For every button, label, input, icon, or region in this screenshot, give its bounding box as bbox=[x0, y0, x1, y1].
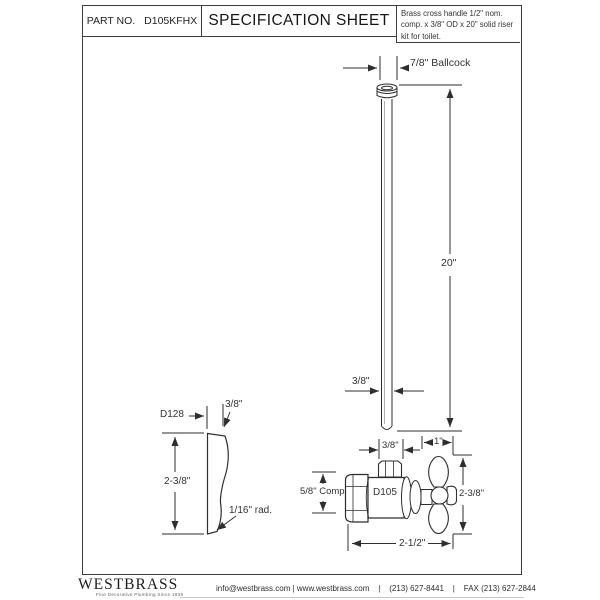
product-description: Brass cross handle 1/2" nom. comp. x 3/8" OD x 20" solid riser kit for toilet. bbox=[401, 9, 514, 41]
part-no-label: PART NO. bbox=[86, 15, 136, 27]
escutcheon-height-label: 2-3/8" bbox=[164, 476, 191, 487]
handle-height-label: 2-3/8" bbox=[459, 488, 485, 499]
valve-inlet-label: 5/8" Comp bbox=[300, 486, 345, 497]
footer-divider bbox=[180, 597, 524, 598]
riser-od-label: 3/8" bbox=[352, 376, 370, 387]
escutcheon-drawing bbox=[162, 404, 236, 534]
part-number: D105KFHX bbox=[144, 15, 198, 27]
escutcheon-width-label: 3/8" bbox=[225, 399, 243, 410]
ballcock-dimension-label: 7/8" Ballcock bbox=[410, 57, 471, 69]
footer-contact-info: info@westbrass.com | www.westbrass.com | (213) 627-8441 | FAX (213) 627-2844 bbox=[216, 584, 536, 593]
escutcheon-radius-label: 1/16" rad. bbox=[229, 505, 273, 516]
escutcheon-model-label: D128 bbox=[160, 409, 184, 420]
brand-logo: WESTBRASS bbox=[78, 576, 179, 593]
valve-width-label: 2-1/2" bbox=[399, 538, 426, 549]
valve-model-label: D105 bbox=[373, 487, 397, 498]
riser-drawing bbox=[343, 56, 462, 431]
riser-length-label: 20" bbox=[441, 257, 457, 269]
brand-tagline: Fine Decorative Plumbing Since 1935 bbox=[96, 592, 184, 597]
valve-outlet-label: 3/8" bbox=[382, 440, 399, 451]
sheet-title: SPECIFICATION SHEET bbox=[208, 12, 390, 29]
handle-depth-label: 1" bbox=[434, 436, 443, 447]
